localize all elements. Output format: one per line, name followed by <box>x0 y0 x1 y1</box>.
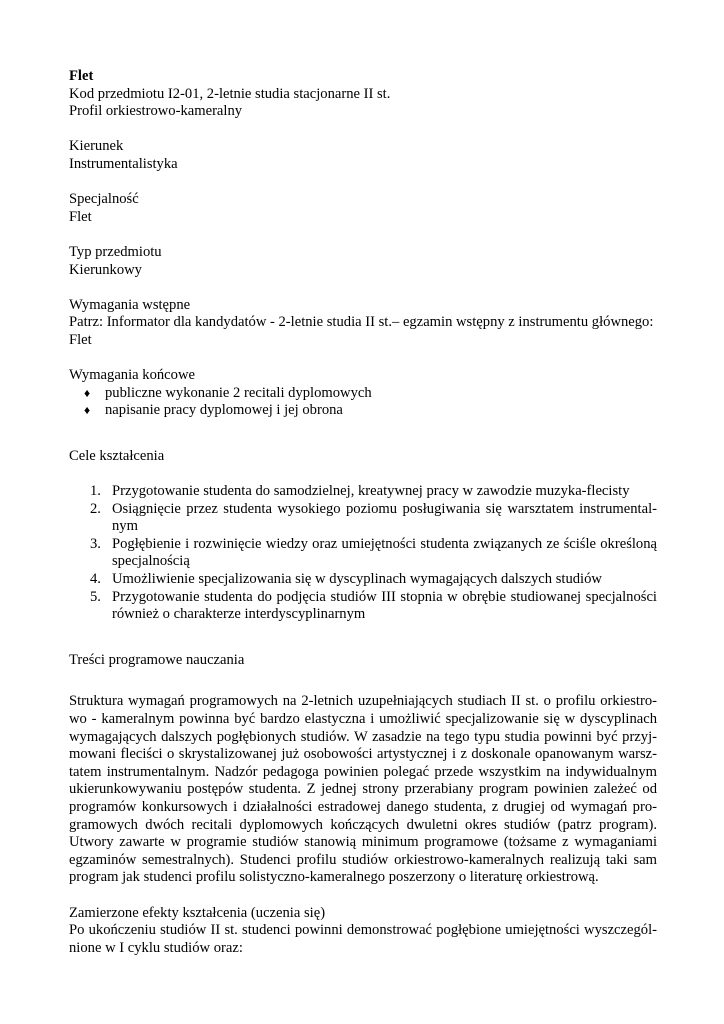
list-item-text: Umożliwienie specjalizowania się w dyscyplinach wymagających dalszych studiów <box>112 571 602 588</box>
wymagania-wstepne-label: Wymagania wstępne <box>69 296 191 313</box>
list-item-number: 4. <box>90 571 101 588</box>
list-item <box>69 536 657 571</box>
paragraph-line: wymagających dalszych pogłębionych studiów. W zasadzie na tego typu studia powinni być przyj- <box>69 728 657 745</box>
specjalnosc-label: Specjalność <box>69 191 139 208</box>
cele-label: Cele kształcenia <box>69 447 165 464</box>
list-item-text: Osiągnięcie przez studenta wysokiego poziomu posługiwania się warsztatem instrumental- <box>112 500 657 517</box>
paragraph-line: nione w I cyklu studiów oraz: <box>69 939 243 956</box>
list-item <box>69 402 657 420</box>
list-item-text: nym <box>112 518 138 535</box>
wymagania-koncowe-label: Wymagania końcowe <box>69 367 195 384</box>
document-page <box>69 68 657 957</box>
typ-value: Kierunkowy <box>69 261 142 278</box>
paragraph-line: programów konkursowych i działalności estradowej danego studenta, z drugiej od wymagań pro- <box>69 798 657 815</box>
list-item-text: specjalnością <box>112 553 190 570</box>
cele-list <box>69 483 657 624</box>
paragraph-line: program jak studenci profilu solistyczno-kameralnego poszerzony o literaturę orkiestrową. <box>69 869 599 886</box>
paragraph-line: tatem instrumentalnym. Nadzór pedagoga powinien polegać przede wszystkim na indywidualnym <box>69 763 657 780</box>
paragraph-line: egzaminów semestralnych). Studenci profilu studiów orkiestrowo-kameralnych realizują taki sam <box>69 851 657 868</box>
list-item-text: Pogłębienie i rozwinięcie wiedzy oraz umiejętności studenta związanych ze ściśle określoną <box>112 535 657 552</box>
paragraph-line: Utwory zawarte w programie studiów stanowią minimum programowe (tożsame z wymaganiami <box>69 834 657 851</box>
course-code-line: Kod przedmiotu I2-01, 2-letnie studia stacjonarne II st. <box>69 85 391 102</box>
list-item <box>69 571 657 589</box>
wymagania-wstepne-line2: Flet <box>69 331 92 348</box>
list-item <box>69 501 657 536</box>
list-item-number: 2. <box>90 500 101 517</box>
efekty-label: Zamierzone efekty kształcenia (uczenia się) <box>69 904 326 921</box>
paragraph-line: Po ukończeniu studiów II st. studenci powinni demonstrować pogłębione umiejętności wyszczegól- <box>69 922 657 939</box>
list-item <box>69 483 657 501</box>
wymagania-koncowe-list <box>69 385 657 420</box>
list-item-text: publiczne wykonanie 2 recitali dyplomowych <box>105 384 372 401</box>
list-item <box>69 385 657 403</box>
paragraph-line: ukierunkowywaniu postępów studenta. Z jednej strony przerabiany program powinien zależeć od <box>69 781 657 798</box>
document-title: Flet <box>69 68 94 84</box>
paragraph-line: Struktura wymagań programowych na 2-letnich uzupełniających studiach II st. o profilu orkiestro- <box>69 693 657 710</box>
list-item-text: Przygotowanie studenta do podjęcia studiów III stopnia w obrębie studiowanej specjalności <box>112 588 657 605</box>
list-item-number: 5. <box>90 588 101 605</box>
list-item-number: 1. <box>90 483 101 500</box>
kierunek-label: Kierunek <box>69 138 124 155</box>
tresci-label: Treści programowe nauczania <box>69 651 245 668</box>
profile-line: Profil orkiestrowo-kameralny <box>69 103 243 120</box>
list-item <box>69 589 657 624</box>
diamond-bullet-icon: ♦ <box>84 385 91 400</box>
paragraph-line: wo - kameralnym powinna być bardzo elastyczna i umożliwić specjalizowanie się w dyscyplinach <box>69 711 657 727</box>
wymagania-wstepne-line1: Patrz: Informator dla kandydatów - 2-letnie studia II st.– egzamin wstępny z instrumentu głównego: <box>69 314 654 331</box>
paragraph-line: mowani fleciści o skrystalizowanej już osobowości artystycznej i z doskonale opanowanym warsz- <box>69 746 657 763</box>
specjalnosc-value: Flet <box>69 208 92 225</box>
typ-label: Typ przedmiotu <box>69 243 162 260</box>
list-item-text: również o charakterze interdyscyplinarnym <box>112 606 366 623</box>
list-item-text: Przygotowanie studenta do samodzielnej, kreatywnej pracy w zawodzie muzyka-flecisty <box>112 483 630 500</box>
efekty-paragraph <box>69 922 657 957</box>
paragraph-line: gramowych dwóch recitali dyplomowych kończących dwuletni okres studiów (patrz program). <box>69 816 657 833</box>
list-item-text: napisanie pracy dyplomowej i jej obrona <box>105 402 343 419</box>
list-item-number: 3. <box>90 535 101 552</box>
tresci-paragraph <box>69 693 657 887</box>
diamond-bullet-icon: ♦ <box>84 403 91 418</box>
kierunek-value: Instrumentalistyka <box>69 155 178 172</box>
